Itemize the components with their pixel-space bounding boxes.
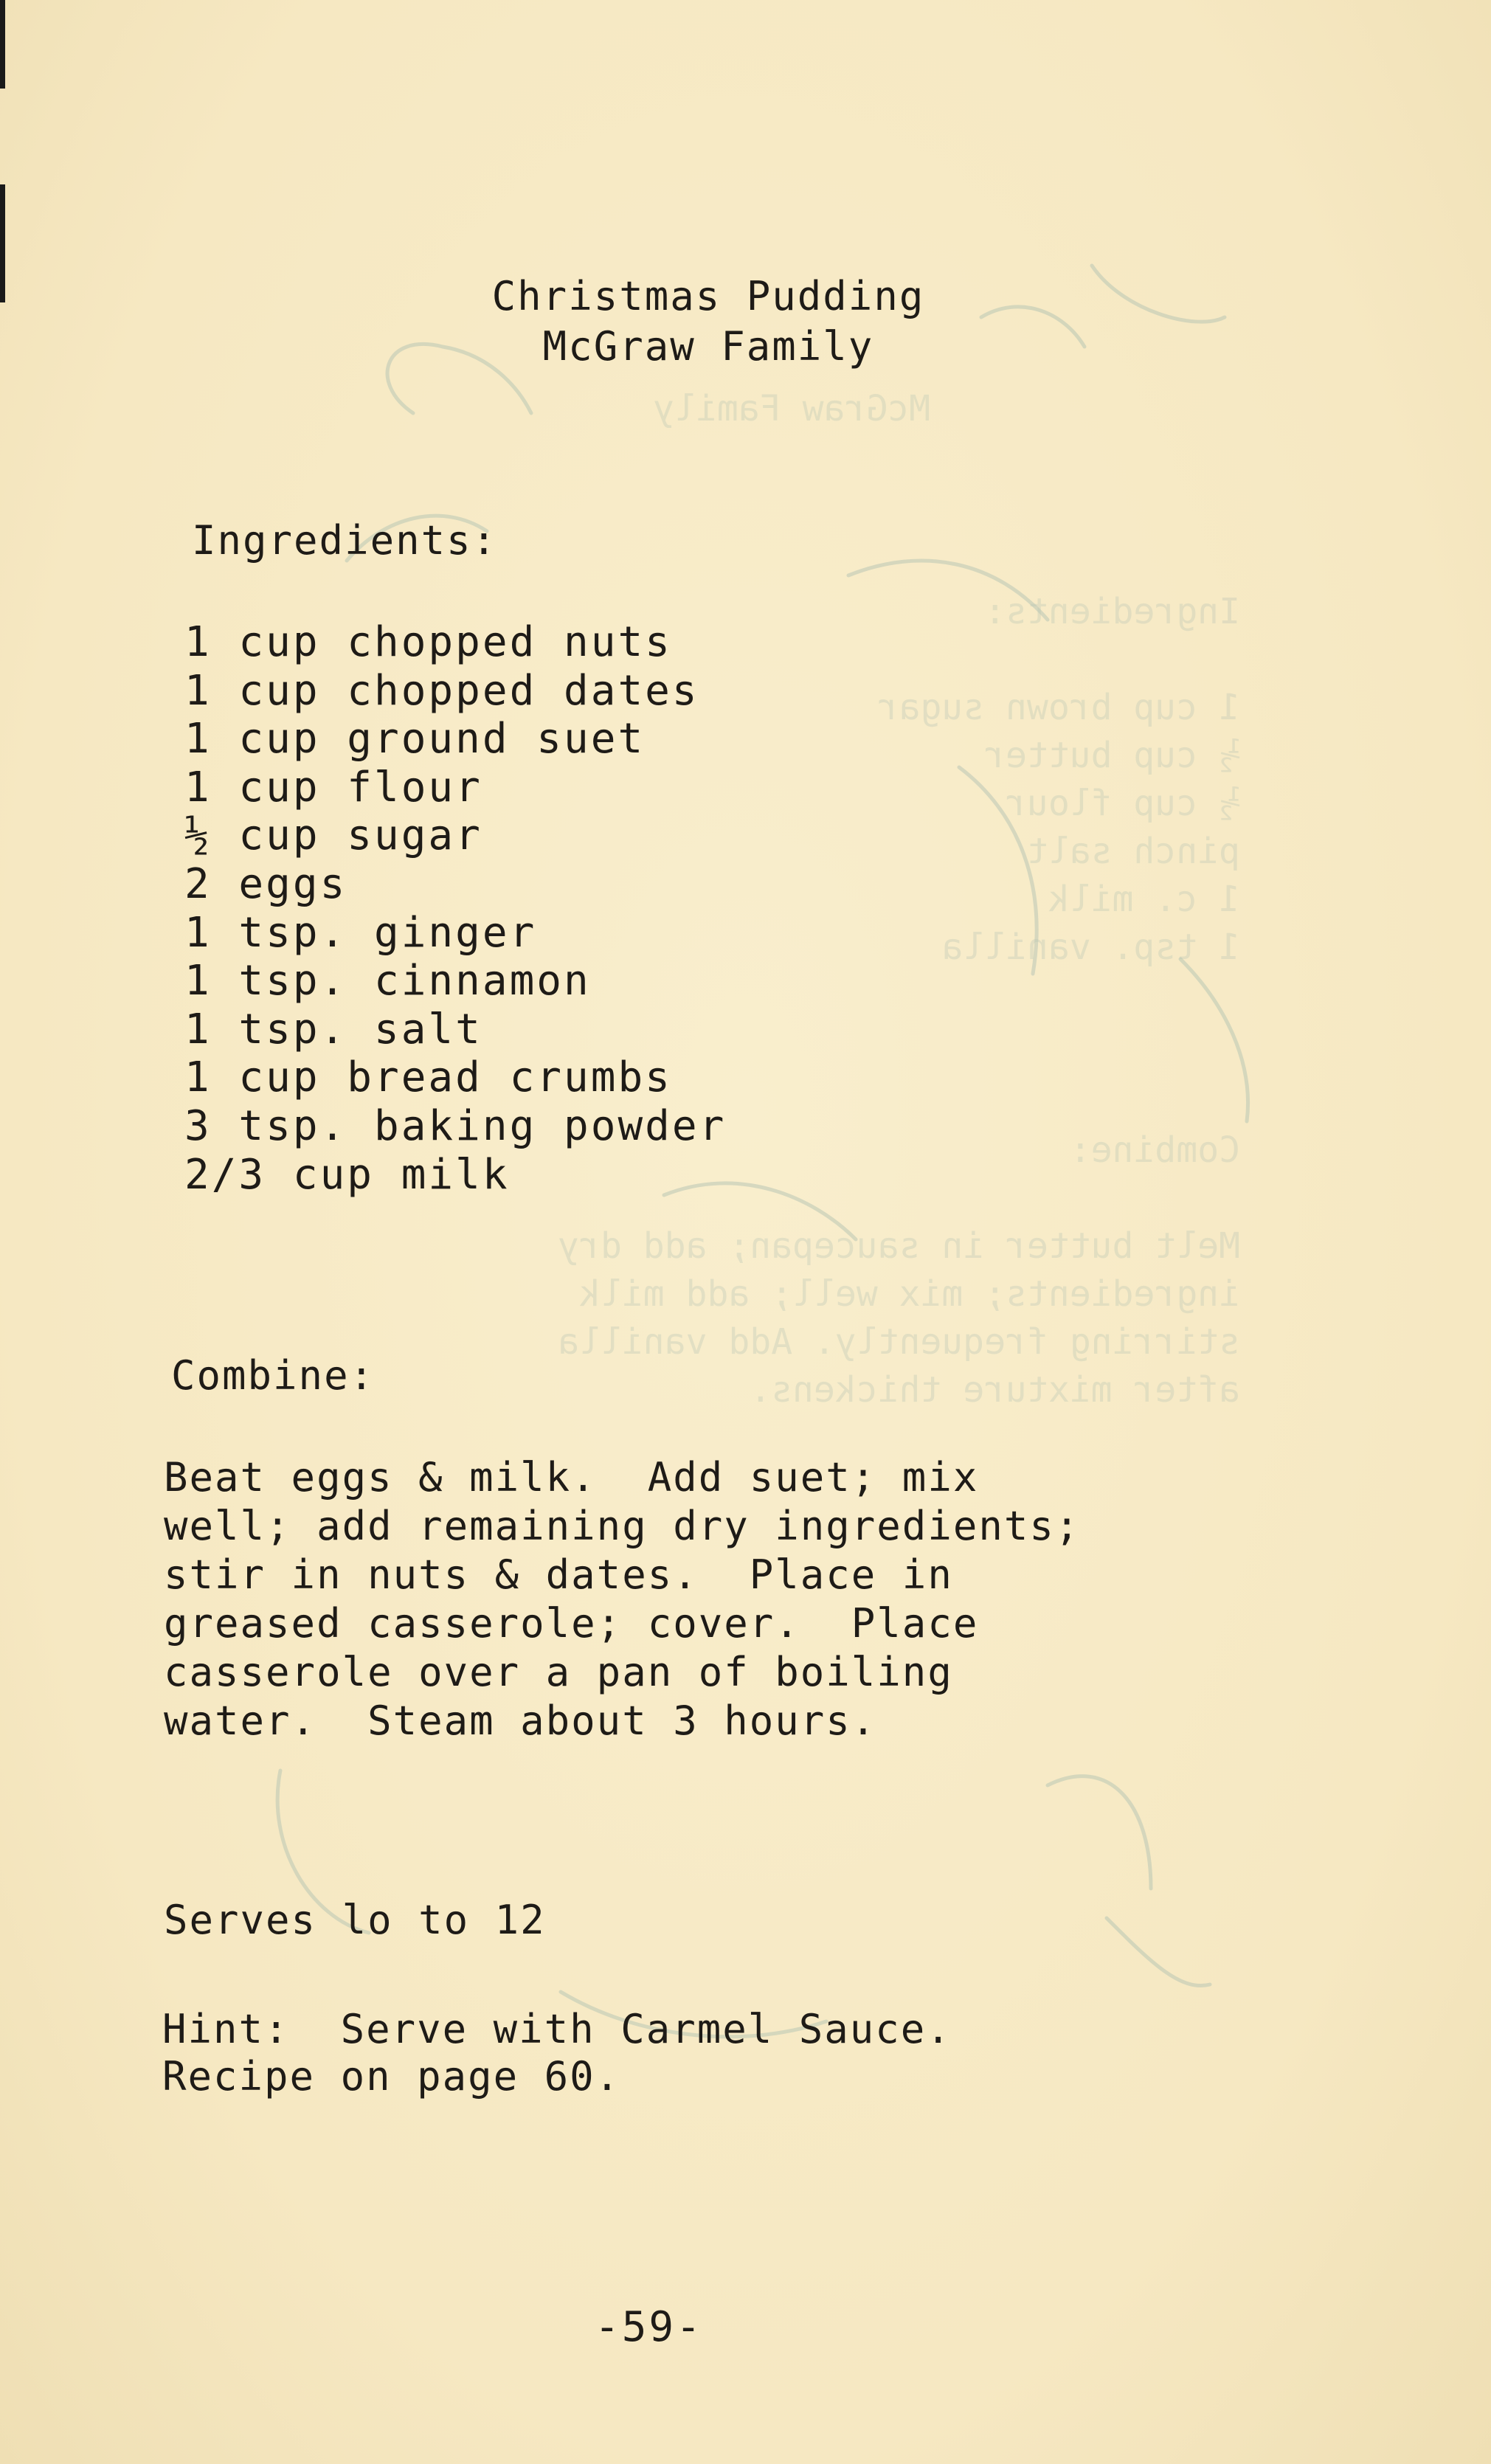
svg-text:Ingredients:: Ingredients:: [984, 591, 1240, 632]
combine-heading: Combine:: [171, 1352, 376, 1399]
binding-edge-mark: [0, 184, 5, 302]
ingredient-item: 1 cup chopped nuts: [184, 618, 672, 666]
instruction-line: stir in nuts & dates. Place in: [164, 1551, 953, 1598]
ingredient-item: ½ cup sugar: [184, 811, 482, 860]
page-number: -59-: [595, 2303, 703, 2351]
instruction-line: water. Steam about 3 hours.: [164, 1698, 877, 1744]
hint-line: Recipe on page 60.: [162, 2053, 621, 2100]
ingredient-item: 1 tsp. ginger: [184, 908, 537, 957]
svg-text:1 cup brown sugar: 1 cup brown sugar: [877, 687, 1240, 728]
svg-text:pinch salt: pinch salt: [1027, 831, 1240, 872]
ingredients-heading: Ingredients:: [192, 517, 498, 564]
recipe-attribution: McGraw Family: [542, 323, 874, 370]
ingredient-item: 1 cup ground suet: [184, 715, 646, 764]
svg-text:Combine:: Combine:: [1069, 1129, 1240, 1171]
ingredient-item: 1 cup chopped dates: [184, 666, 699, 715]
svg-text:McGraw Family: McGraw Family: [653, 388, 930, 429]
instruction-line: greased casserole; cover. Place: [164, 1600, 979, 1647]
recipe-title: Christmas Pudding: [491, 273, 925, 319]
ingredient-item: 1 tsp. cinnamon: [184, 957, 591, 1006]
hint-line: Hint: Serve with Carmel Sauce.: [162, 2006, 952, 2052]
svg-text:1 c. milk: 1 c. milk: [1048, 879, 1240, 920]
svg-text:Melt butter in saucepan; add d: Melt butter in saucepan; add dry: [558, 1225, 1240, 1267]
ingredient-item: 2/3 cup milk: [184, 1150, 510, 1199]
binding-edge-mark: [0, 0, 5, 89]
instruction-line: Beat eggs & milk. Add suet; mix: [164, 1454, 979, 1501]
svg-text:stirring frequently. Add vani: stirring frequently. Add vanilla: [558, 1321, 1240, 1363]
instructions-paragraph: [164, 1453, 1270, 1745]
ingredient-item: 1 cup bread crumbs: [184, 1053, 672, 1102]
ingredients-list: [184, 618, 726, 1199]
svg-text:after mixture thickens.: after mixture thickens.: [750, 1369, 1240, 1411]
svg-text:1 tsp. vanilla: 1 tsp. vanilla: [941, 927, 1240, 968]
ingredient-item: 1 tsp. salt: [184, 1005, 482, 1053]
svg-text:ingredients; mix well; add mil: ingredients; mix well; add milk: [579, 1273, 1240, 1315]
ingredient-item: 1 cup flour: [184, 763, 482, 811]
svg-text:½ cup butter: ½ cup butter: [984, 735, 1240, 776]
ingredient-item: 3 tsp. baking powder: [184, 1101, 727, 1150]
serves-note: Serves lo to 12: [164, 1897, 546, 1943]
recipe-title-block: [413, 271, 1003, 372]
instruction-line: casserole over a pan of boiling: [164, 1649, 953, 1695]
svg-text:½ cup flour: ½ cup flour: [1006, 783, 1240, 824]
instruction-line: well; add remaining dry ingredients;: [164, 1503, 1081, 1549]
ingredient-item: 2 eggs: [184, 859, 347, 908]
